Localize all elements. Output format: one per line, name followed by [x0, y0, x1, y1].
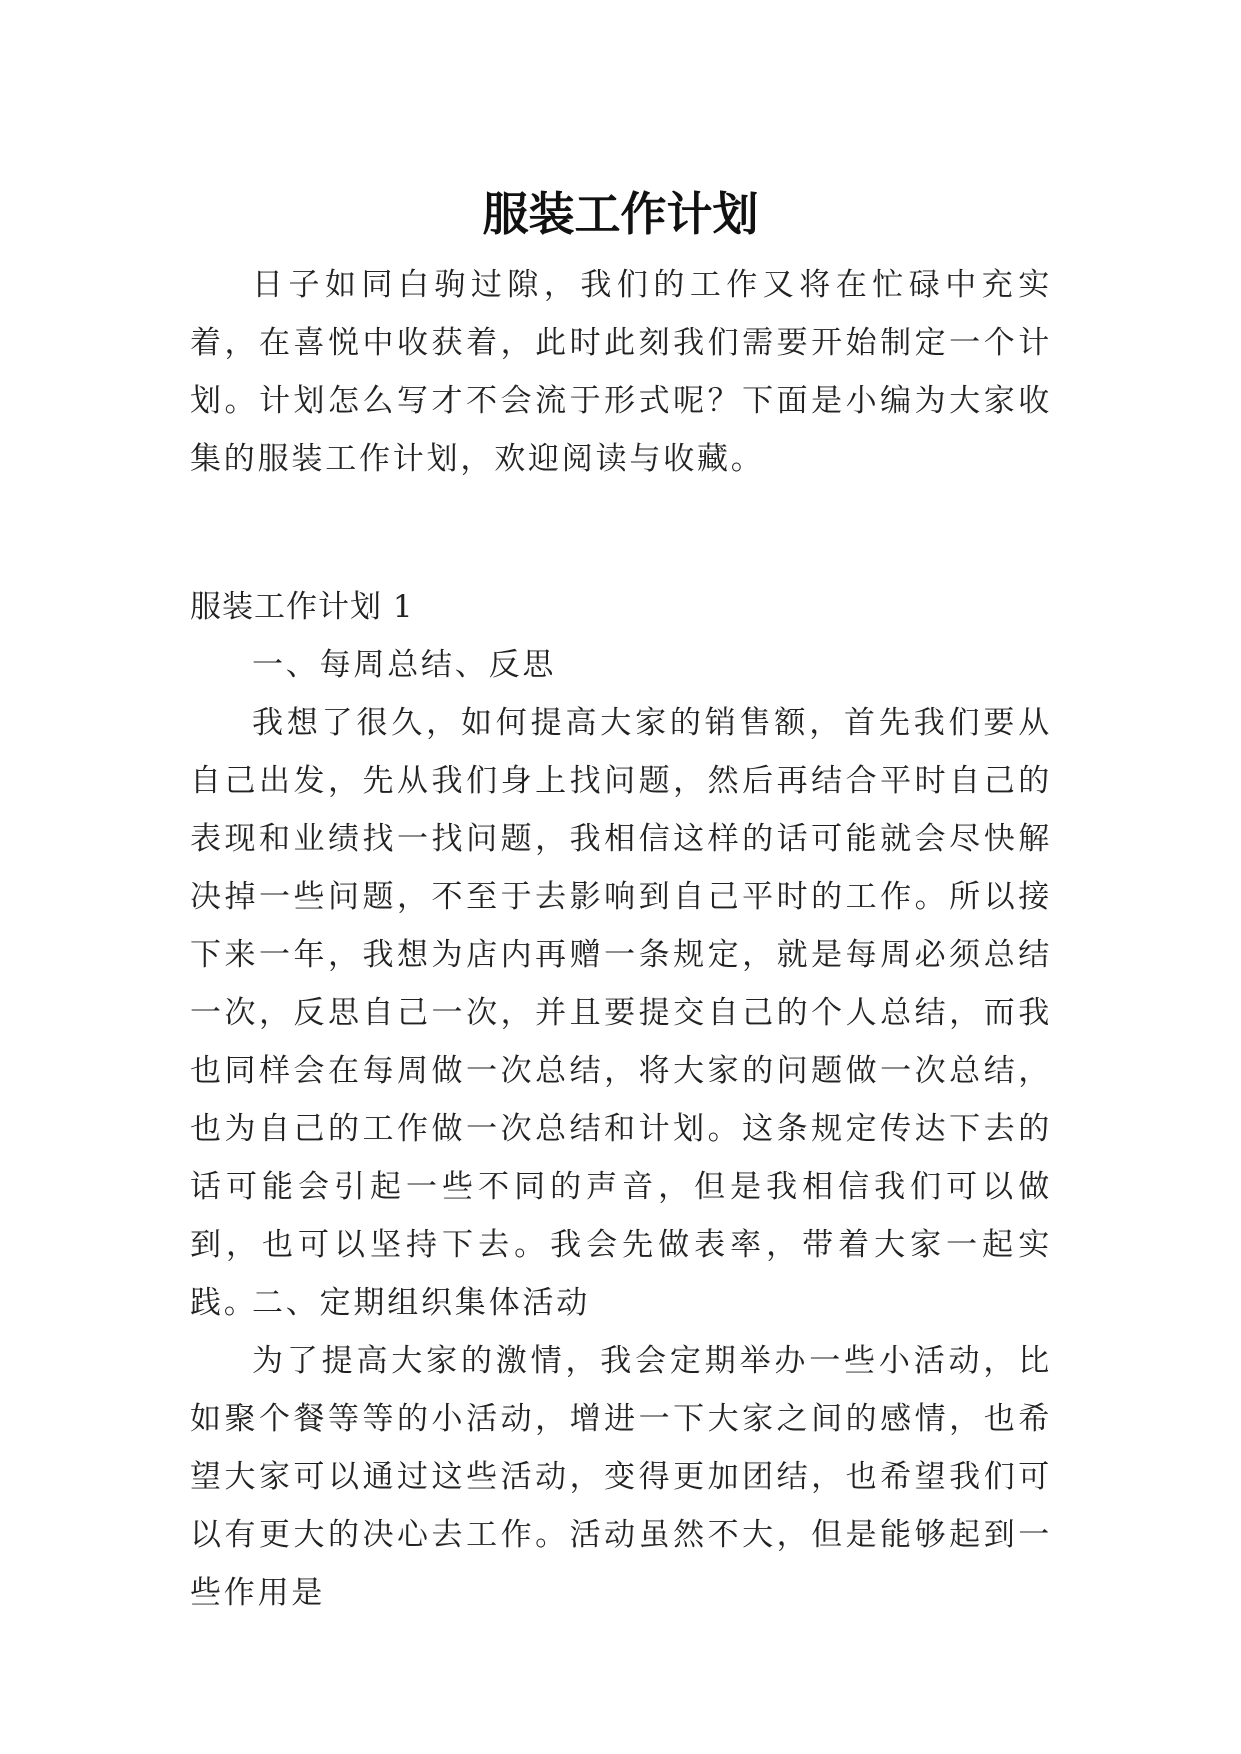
plan-subtitle: 服装工作计划 1 [190, 589, 414, 625]
intro-paragraph: 日子如同白驹过隙，我们的工作又将在忙碌中充实着，在喜悦中收获着，此时此刻我们需要开始制定一个计划。计划怎么写才不会流于形式呢？下面是小编为大家收集的服装工作计划，欢迎阅读与收藏。 [190, 267, 1052, 477]
section-heading-2: 二、定期组织集体活动 [252, 1285, 590, 1321]
document-title: 服装工作计划 [482, 186, 759, 241]
section-paragraph-1: 我想了很久，如何提高大家的销售额，首先我们要从自己出发，先从我们身上找问题，然后再结合平时自己的表现和业绩找一找问题，我相信这样的话可能就会尽快解决掉一些问题，不至于去影响到自己平时的工作。所以接下来一年，我想为店内再赠一条规定，就是每周必须总结一次，反思自己一次，并且要提交自己的个人总结，而我也同样会在每周做一次总结，将大家的问题做一次总结，也为自己的工作做一次总结和计划。这条规定传达下去的话可能会引起一些不同的声音，但是我相信我们可以做到，也可以坚持下去。我会先做表率，带着大家一起实践。 [190, 705, 1052, 1321]
section-heading-1: 一、每周总结、反思 [252, 647, 557, 683]
section-paragraph-2: 为了提高大家的激情，我会定期举办一些小活动，比如聚个餐等等的小活动，增进一下大家之间的感情，也希望大家可以通过这些活动，变得更加团结，也希望我们可以有更大的决心去工作。活动虽然不大，但是能够起到一些作用是 [190, 1343, 1052, 1611]
